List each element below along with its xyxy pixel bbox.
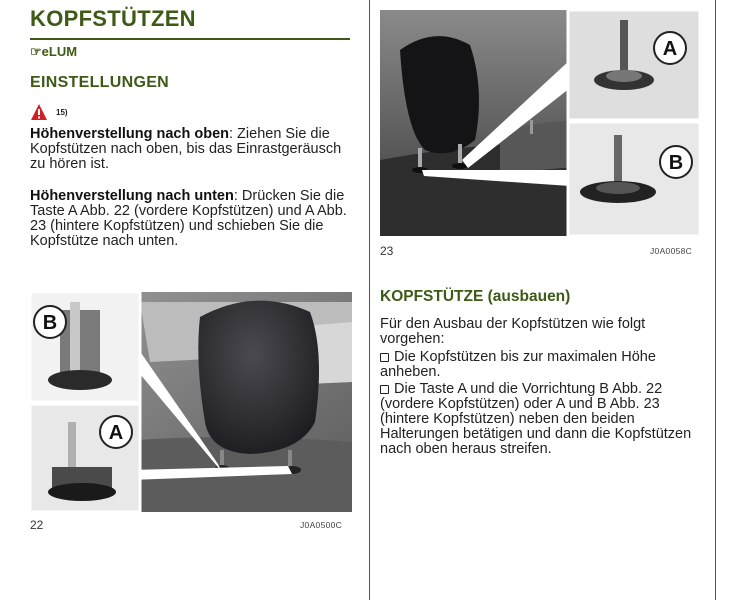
checkbox-bullet-icon [380, 353, 389, 362]
title-underline [30, 38, 350, 40]
paragraph-height-down [30, 189, 360, 249]
section-marker [30, 44, 77, 60]
figure-23-number: 23 [380, 244, 394, 258]
figure-23-rear-headrest [380, 10, 700, 236]
list-item-text: Die Kopfstützen bis zur maximalen Höhe anheben. [380, 349, 656, 380]
figure-22-number: 22 [30, 518, 44, 532]
warning-reference: 15) [56, 108, 68, 117]
paragraph-height-up [30, 127, 360, 172]
list-item-text: Die Taste A und die Vorrichtung B Abb. 22 (vordere Kopfstützen) oder A und B Abb. 23 (hintere Kopfstützen) neben den beiden Halterungen betätigen und dann die Kopfstützen nach oben heraus streifen. [380, 381, 692, 457]
section-subtitle: EINSTELLUNGEN [30, 74, 170, 91]
paragraph-height-down-label: Höhenverstellung nach unten [30, 188, 234, 204]
callout-a-label: A [108, 422, 124, 444]
paragraph-height-up-text: : Ziehen Sie die Kopfstützen nach oben, bis das Einrastgeräusch zu hören ist. [30, 126, 342, 172]
callout-a-label: A [662, 38, 678, 60]
page-title: KOPFSTÜTZEN [30, 6, 196, 31]
warning-triangle-icon [30, 103, 48, 121]
paragraph-height-down-text: : Drücken Sie die Taste A Abb. 22 (vordere Kopfstützen) und A Abb. 23 (hintere Kopfstützen) und schieben Sie die Kopfstütze nach unten. [30, 188, 347, 249]
removal-intro: Für den Ausbau der Kopfstützen wie folgt vorgehen: [380, 316, 646, 347]
section-heading-remove: KOPFSTÜTZE (ausbauen) [380, 288, 571, 305]
checkbox-bullet-icon [380, 385, 389, 394]
figure-23-code: J0A0058C [650, 246, 693, 256]
column-divider-left [369, 0, 370, 600]
callout-b-label: B [668, 152, 684, 174]
rear-headrest-illustration [380, 10, 700, 236]
pointing-hand-icon: ☞eLUM [30, 44, 78, 59]
list-item [380, 350, 710, 380]
column-divider-right [715, 0, 716, 600]
figure-22-front-headrest [30, 292, 352, 512]
paragraph-height-up-label: Höhenverstellung nach oben [30, 126, 229, 142]
list-item [380, 382, 710, 457]
figure-22-code: J0A0500C [300, 520, 343, 530]
front-headrest-illustration [30, 292, 352, 512]
callout-b-label: B [42, 312, 58, 334]
